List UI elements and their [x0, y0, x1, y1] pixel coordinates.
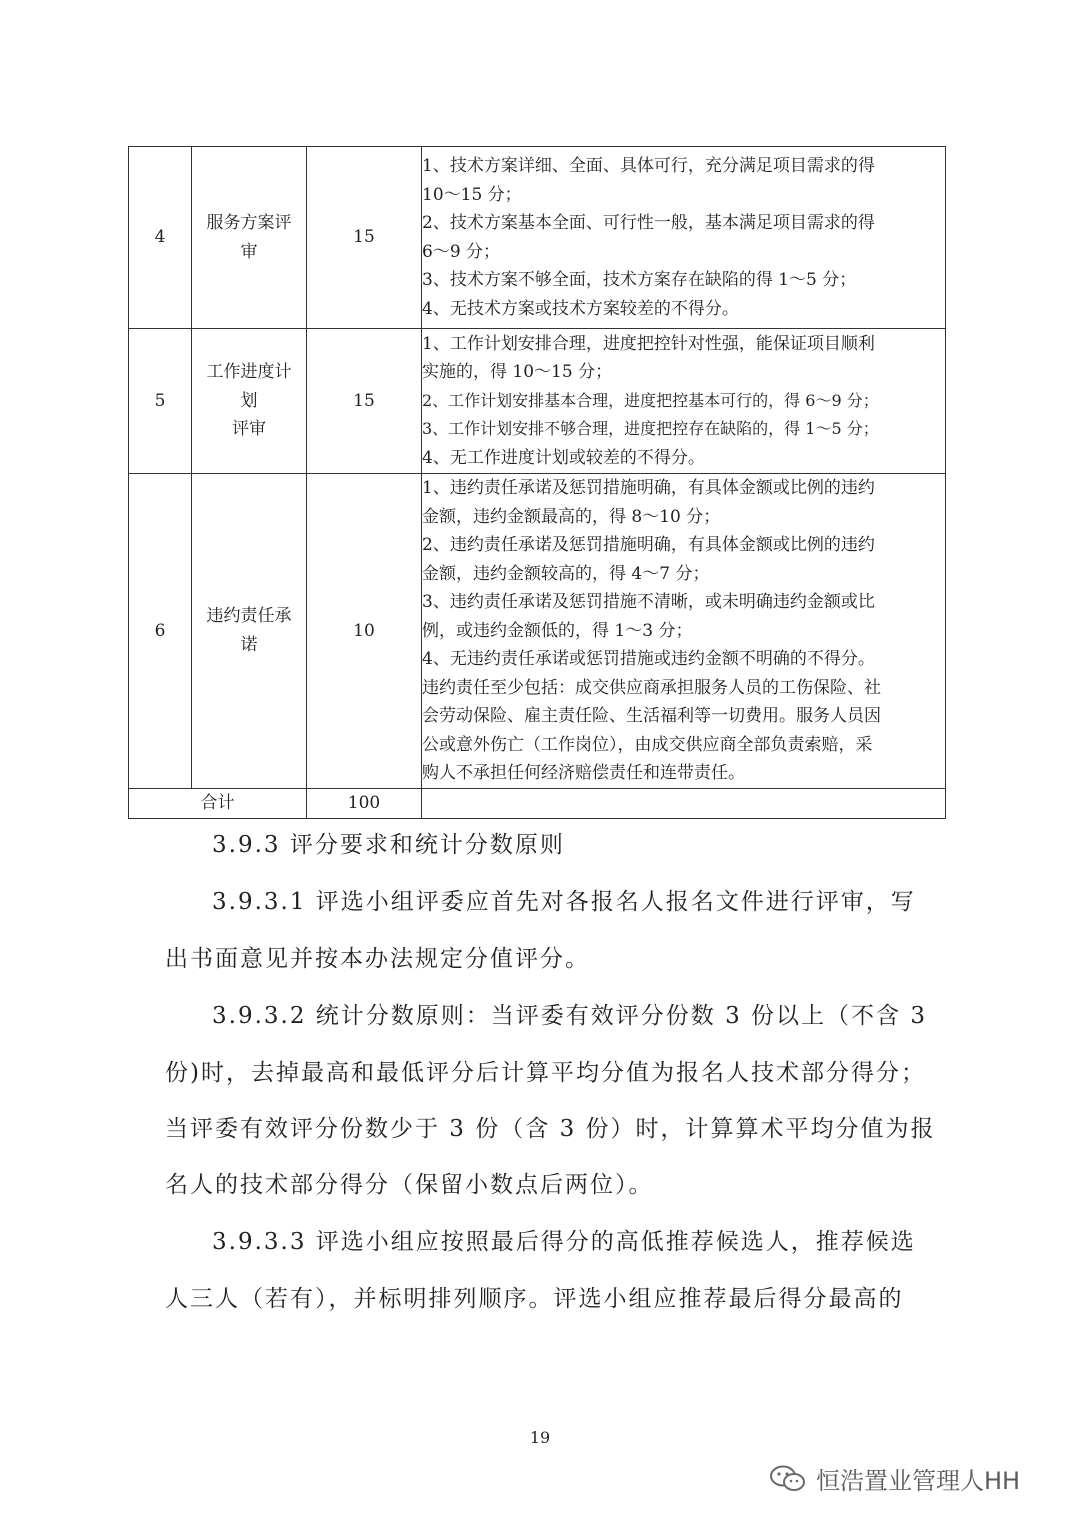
- table-row: [129, 147, 946, 329]
- paragraph-line: 名人的技术部分得分（保留小数点后两位）。: [165, 1172, 654, 1198]
- paragraph-line: 3.9.3.3 评选小组应按照最后得分的高低推荐候选人，推荐候选: [212, 1229, 916, 1255]
- table-total-row: [129, 788, 946, 818]
- total-label: 合计: [129, 788, 307, 818]
- row-score: 15: [307, 147, 422, 329]
- paragraph-line: 人三人（若有），并标明排列顺序。评选小组应推荐最后得分最高的: [165, 1286, 904, 1312]
- total-empty-cell: [422, 788, 946, 818]
- row-number: 5: [129, 329, 192, 474]
- paragraph-line: 3.9.3.1 评选小组评委应首先对各报名人报名文件进行评审，写: [212, 889, 916, 915]
- section-heading: 3.9.3 评分要求和统计分数原则: [212, 832, 565, 858]
- row-criteria: 1、违约责任承诺及惩罚措施明确，有具体金额或比例的违约 金额，违约金额最高的，得 8～10 分； 2、违约责任承诺及惩罚措施明确，有具体金额或比例的违约 金额，违约金额较高的，得 4～7 分； 3、违约责任承诺及惩罚措施不清晰，或未明确违约金额或比 例，或违约金额低的，得 1～3 分； 4、无违约责任承诺或惩罚措施或违约金额不明确的不得分。 违约责任至少包括：成交供应商承担服务人员的工伤保险、社 会劳动保险、雇主责任险、生活福利等一切费用。服务人员因 公或意外伤亡（工作岗位），由成交供应商全部负责索赔，采 购人不承担任何经济赔偿责任和连带责任。: [422, 474, 946, 789]
- table-row: [129, 474, 946, 789]
- row-score: 10: [307, 474, 422, 789]
- paragraph-line: 份)时，去掉最高和最低评分后计算平均分值为报名人技术部分得分；: [165, 1060, 926, 1086]
- row-item: 工作进度计 划 评审: [192, 329, 307, 474]
- row-number: 4: [129, 147, 192, 329]
- page-number: 19: [529, 1428, 551, 1447]
- watermark-text: 恒浩置业管理人HH: [816, 1467, 1021, 1495]
- row-number: 6: [129, 474, 192, 789]
- paragraph-line: 当评委有效评分份数少于 3 份（含 3 份）时，计算算术平均分值为报: [165, 1116, 936, 1142]
- row-criteria: 1、技术方案详细、全面、具体可行，充分满足项目需求的得 10～15 分； 2、技术方案基本全面、可行性一般，基本满足项目需求的得 6～9 分； 3、技术方案不够全面，技术方案存在缺陷的得 1～5 分； 4、无技术方案或技术方案较差的不得分。: [422, 147, 946, 329]
- scoring-table: [128, 146, 946, 819]
- table-row: [129, 329, 946, 474]
- row-item: 违约责任承 诺: [192, 474, 307, 789]
- paragraph-line: 3.9.3.2 统计分数原则：当评委有效评分份数 3 份以上（不含 3: [212, 1003, 927, 1029]
- total-score: 100: [307, 788, 422, 818]
- row-item: 服务方案评 审: [192, 147, 307, 329]
- wechat-icon: [768, 1464, 808, 1494]
- row-criteria: 1、工作计划安排合理，进度把控针对性强，能保证项目顺利 实施的，得 10～15 分； 2、工作计划安排基本合理，进度把控基本可行的，得 6～9 分； 3、工作计划安排不够合理，进度把控存在缺陷的，得 1～5 分； 4、无工作进度计划或较差的不得分。: [422, 329, 946, 474]
- paragraph-line: 出书面意见并按本办法规定分值评分。: [165, 946, 590, 972]
- watermark: [768, 1461, 1020, 1496]
- row-score: 15: [307, 329, 422, 474]
